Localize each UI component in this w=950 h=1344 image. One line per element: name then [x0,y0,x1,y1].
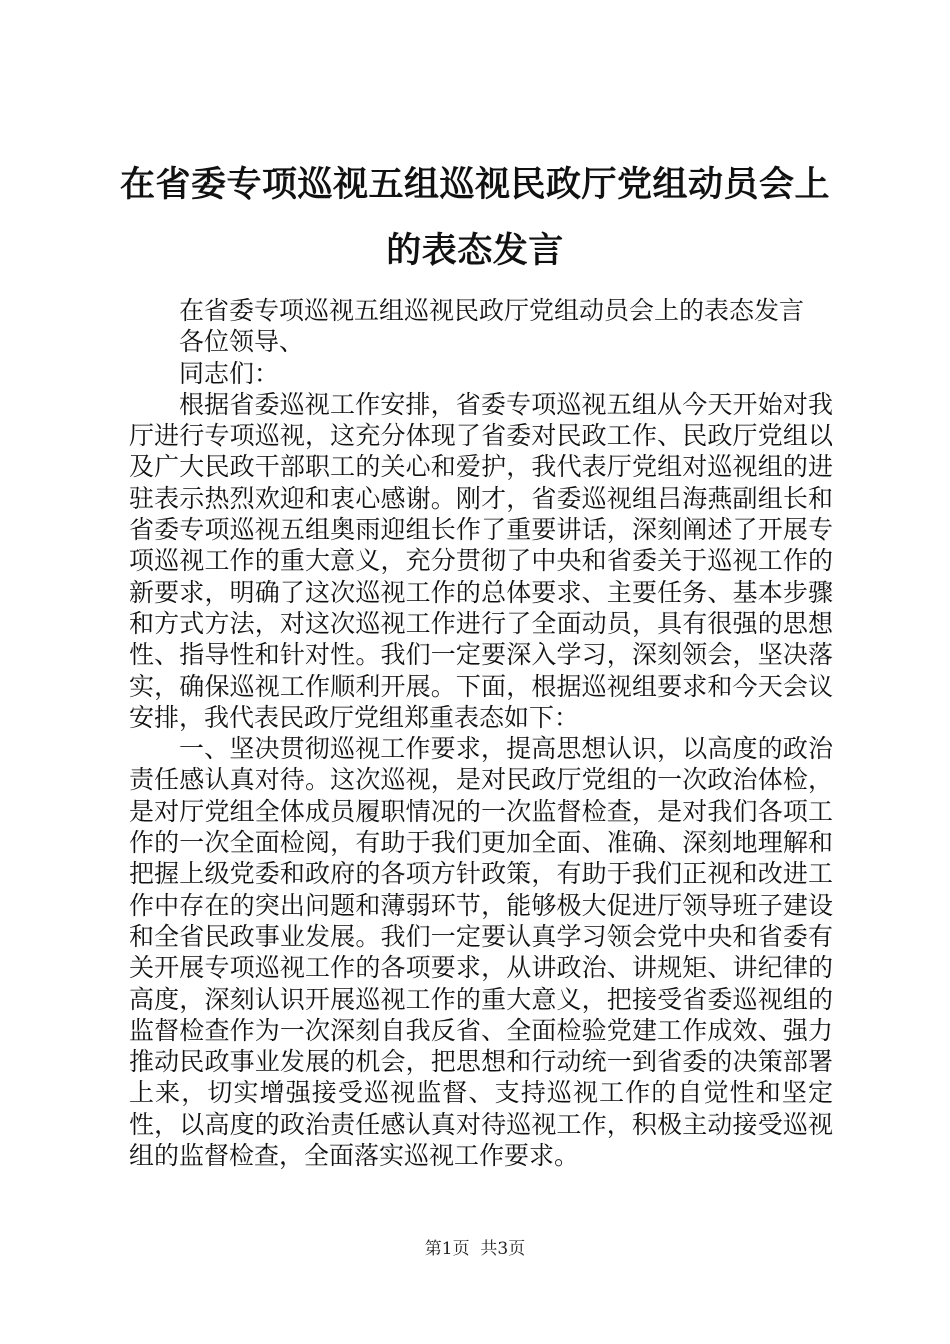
page-number: 第1页 [424,1239,470,1259]
paragraph-subtitle: 在省委专项巡视五组巡视民政厅党组动员会上的表态发言 [179,296,805,325]
document-title: 在省委专项巡视五组巡视民政厅党组动员会上的表态发言 [119,165,830,271]
page-footer [0,1238,950,1260]
page-total: 共3页 [480,1239,526,1259]
paragraph-salutation-leaders: 各位领导、 [179,327,305,357]
paragraph-section-one: 一、坚决贯彻巡视工作要求，提高思想认识，以高度的政治责任感认真对待。这次巡视，是对民政厅党组的一次政治体检，是对厅党组全体成员履职情况的一次监督检查，是对我们各项工作的一次全面检阅，有助于我们更加全面、准确、深刻地理解和把握上级党委和政府的各项方针政策，有助于我们正视和改进工作中存在的突出问题和薄弱环节，能够极大促进厅领导班子建设和全省民政事业发展。我们一定要认真学习领会党中央和省委有关开展专项巡视工作的各项要求，从讲政治、讲规矩、讲纪律的高度，深刻认识开展巡视工作的重大意义，把接受省委巡视组的监督检查作为一次深刻自我反省、全面检验党建工作成效、强力推动民政事业发展的机会，把思想和行动统一到省委的决策部署上来，切实增强接受巡视监督、支持巡视工作的自觉性和坚定性，以高度的政治责任感认真对待巡视工作，积极主动接受巡视组的监督检查，全面落实巡视工作要求。 [129,734,833,1171]
paragraph-intro: 根据省委巡视工作安排，省委专项巡视五组从今天开始对我厅进行专项巡视，这充分体现了省委对民政工作、民政厅党组以及广大民政干部职工的关心和爱护，我代表厅党组对巡视组的进驻表示热烈欢迎和衷心感谢。刚才，省委巡视组吕海燕副组长和省委专项巡视五组奥雨迎组长作了重要讲话，深刻阐述了开展专项巡视工作的重大意义，充分贯彻了中央和省委关于巡视工作的新要求，明确了这次巡视工作的总体要求、主要任务、基本步骤和方式方法，对这次巡视工作进行了全面动员，具有很强的思想性、指导性和针对性。我们一定要深入学习，深刻领会，坚决落实，确保巡视工作顺利开展。下面，根据巡视组要求和今天会议安排，我代表民政厅党组郑重表态如下： [129,389,833,732]
document-body [129,295,833,1171]
paragraph-salutation-comrades: 同志们： [179,358,280,388]
